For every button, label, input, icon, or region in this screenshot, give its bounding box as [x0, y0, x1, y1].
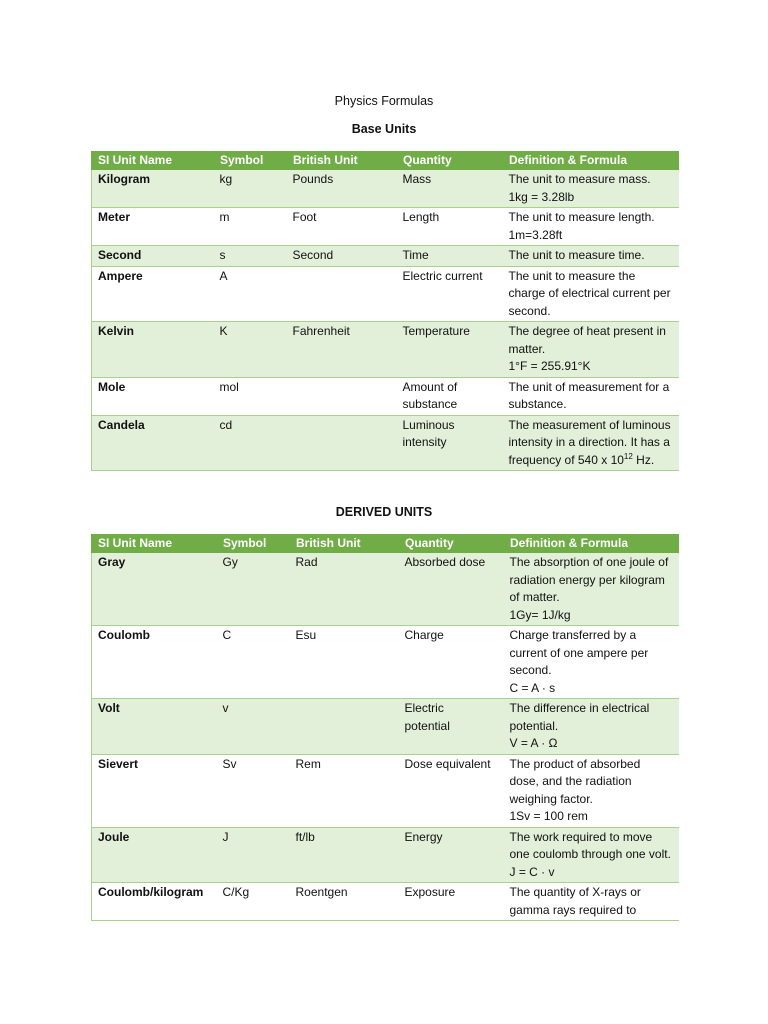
definition: The product of absorbed dose, and the radiation weighing factor. 1Sv = 100 rem	[504, 754, 679, 827]
definition: The work required to move one coulomb through one volt. J = C · v	[504, 827, 679, 883]
unit-name: Coulomb/kilogram	[92, 883, 217, 921]
quantity: Exposure	[399, 883, 504, 921]
table-row	[92, 322, 679, 378]
unit-symbol: C	[217, 626, 290, 699]
table-header-row	[92, 151, 679, 170]
unit-symbol: cd	[214, 415, 287, 471]
unit-symbol: kg	[214, 170, 287, 208]
unit-name: Kilogram	[92, 170, 214, 208]
column-header-quantity: Quantity	[397, 151, 503, 170]
quantity: Mass	[397, 170, 503, 208]
definition: The absorption of one joule of radiation energy per kilogram of matter. 1Gy= 1J/kg	[504, 553, 679, 626]
document-title: Physics Formulas	[334, 94, 434, 108]
unit-name: Sievert	[92, 754, 217, 827]
british-unit	[287, 415, 397, 471]
unit-symbol: Gy	[217, 553, 290, 626]
column-header-british-unit: British Unit	[287, 151, 397, 170]
unit-name: Volt	[92, 699, 217, 755]
definition-exponent: 12	[623, 451, 633, 461]
column-header-si-unit-name: SI Unit Name	[92, 151, 214, 170]
british-unit: Fahrenheit	[287, 322, 397, 378]
definition: Charge transferred by a current of one ampere per second. C = A · s	[504, 626, 679, 699]
definition	[503, 415, 679, 471]
british-unit	[287, 377, 397, 415]
base-units-table	[91, 151, 679, 471]
definition: The unit to measure time.	[503, 246, 679, 267]
table-row	[92, 553, 679, 626]
british-unit	[290, 699, 399, 755]
base-units-title: Base Units	[351, 122, 417, 136]
definition: The unit to measure length. 1m=3.28ft	[503, 208, 679, 246]
british-unit: Second	[287, 246, 397, 267]
unit-symbol: A	[214, 266, 287, 322]
unit-symbol: Sv	[217, 754, 290, 827]
table-row	[92, 754, 679, 827]
table-row	[92, 699, 679, 755]
quantity: Time	[397, 246, 503, 267]
unit-name: Ampere	[92, 266, 214, 322]
unit-symbol: m	[214, 208, 287, 246]
column-header-si-unit-name: SI Unit Name	[92, 534, 217, 553]
british-unit: Foot	[287, 208, 397, 246]
unit-name: Joule	[92, 827, 217, 883]
derived-units-title: DERIVED UNITS	[335, 505, 433, 519]
table-row	[92, 377, 679, 415]
table-row	[92, 883, 679, 921]
british-unit	[287, 266, 397, 322]
unit-symbol: v	[217, 699, 290, 755]
column-header-quantity: Quantity	[399, 534, 504, 553]
table-row	[92, 170, 679, 208]
unit-name: Gray	[92, 553, 217, 626]
definition: The unit to measure mass. 1kg = 3.28lb	[503, 170, 679, 208]
british-unit: ft/lb	[290, 827, 399, 883]
column-header-definition: Definition & Formula	[503, 151, 679, 170]
column-header-british-unit: British Unit	[290, 534, 399, 553]
unit-name: Meter	[92, 208, 214, 246]
unit-symbol: mol	[214, 377, 287, 415]
table-header-row	[92, 534, 679, 553]
column-header-symbol: Symbol	[217, 534, 290, 553]
table-row	[92, 246, 679, 267]
unit-symbol: K	[214, 322, 287, 378]
column-header-symbol: Symbol	[214, 151, 287, 170]
british-unit: Esu	[290, 626, 399, 699]
unit-symbol: J	[217, 827, 290, 883]
quantity: Electric current	[397, 266, 503, 322]
unit-name: Second	[92, 246, 214, 267]
table-row	[92, 415, 679, 471]
quantity: Amount of substance	[397, 377, 503, 415]
unit-symbol: C/Kg	[217, 883, 290, 921]
table-row	[92, 208, 679, 246]
quantity: Energy	[399, 827, 504, 883]
british-unit: Roentgen	[290, 883, 399, 921]
unit-name: Kelvin	[92, 322, 214, 378]
derived-units-table	[91, 534, 679, 921]
column-header-definition: Definition & Formula	[504, 534, 679, 553]
definition: The degree of heat present in matter. 1°F = 255.91°K	[503, 322, 679, 378]
table-row	[92, 827, 679, 883]
unit-name: Candela	[92, 415, 214, 471]
quantity: Length	[397, 208, 503, 246]
definition-tail: Hz.	[632, 452, 655, 467]
british-unit: Rad	[290, 553, 399, 626]
quantity: Charge	[399, 626, 504, 699]
british-unit: Pounds	[287, 170, 397, 208]
definition: The difference in electrical potential. V = A · Ω	[504, 699, 679, 755]
table-row	[92, 266, 679, 322]
table-row	[92, 626, 679, 699]
definition: The quantity of X-rays or gamma rays required to	[504, 883, 679, 921]
definition-text: The measurement of luminous intensity in a direction. It has a frequency of 540 x 10	[508, 417, 671, 467]
quantity: Absorbed dose	[399, 553, 504, 626]
unit-symbol: s	[214, 246, 287, 267]
definition: The unit to measure the charge of electrical current per second.	[503, 266, 679, 322]
quantity: Electric potential	[399, 699, 504, 755]
british-unit: Rem	[290, 754, 399, 827]
definition: The unit of measurement for a substance.	[503, 377, 679, 415]
quantity: Dose equivalent	[399, 754, 504, 827]
unit-name: Coulomb	[92, 626, 217, 699]
quantity: Luminous intensity	[397, 415, 503, 471]
unit-name: Mole	[92, 377, 214, 415]
quantity: Temperature	[397, 322, 503, 378]
